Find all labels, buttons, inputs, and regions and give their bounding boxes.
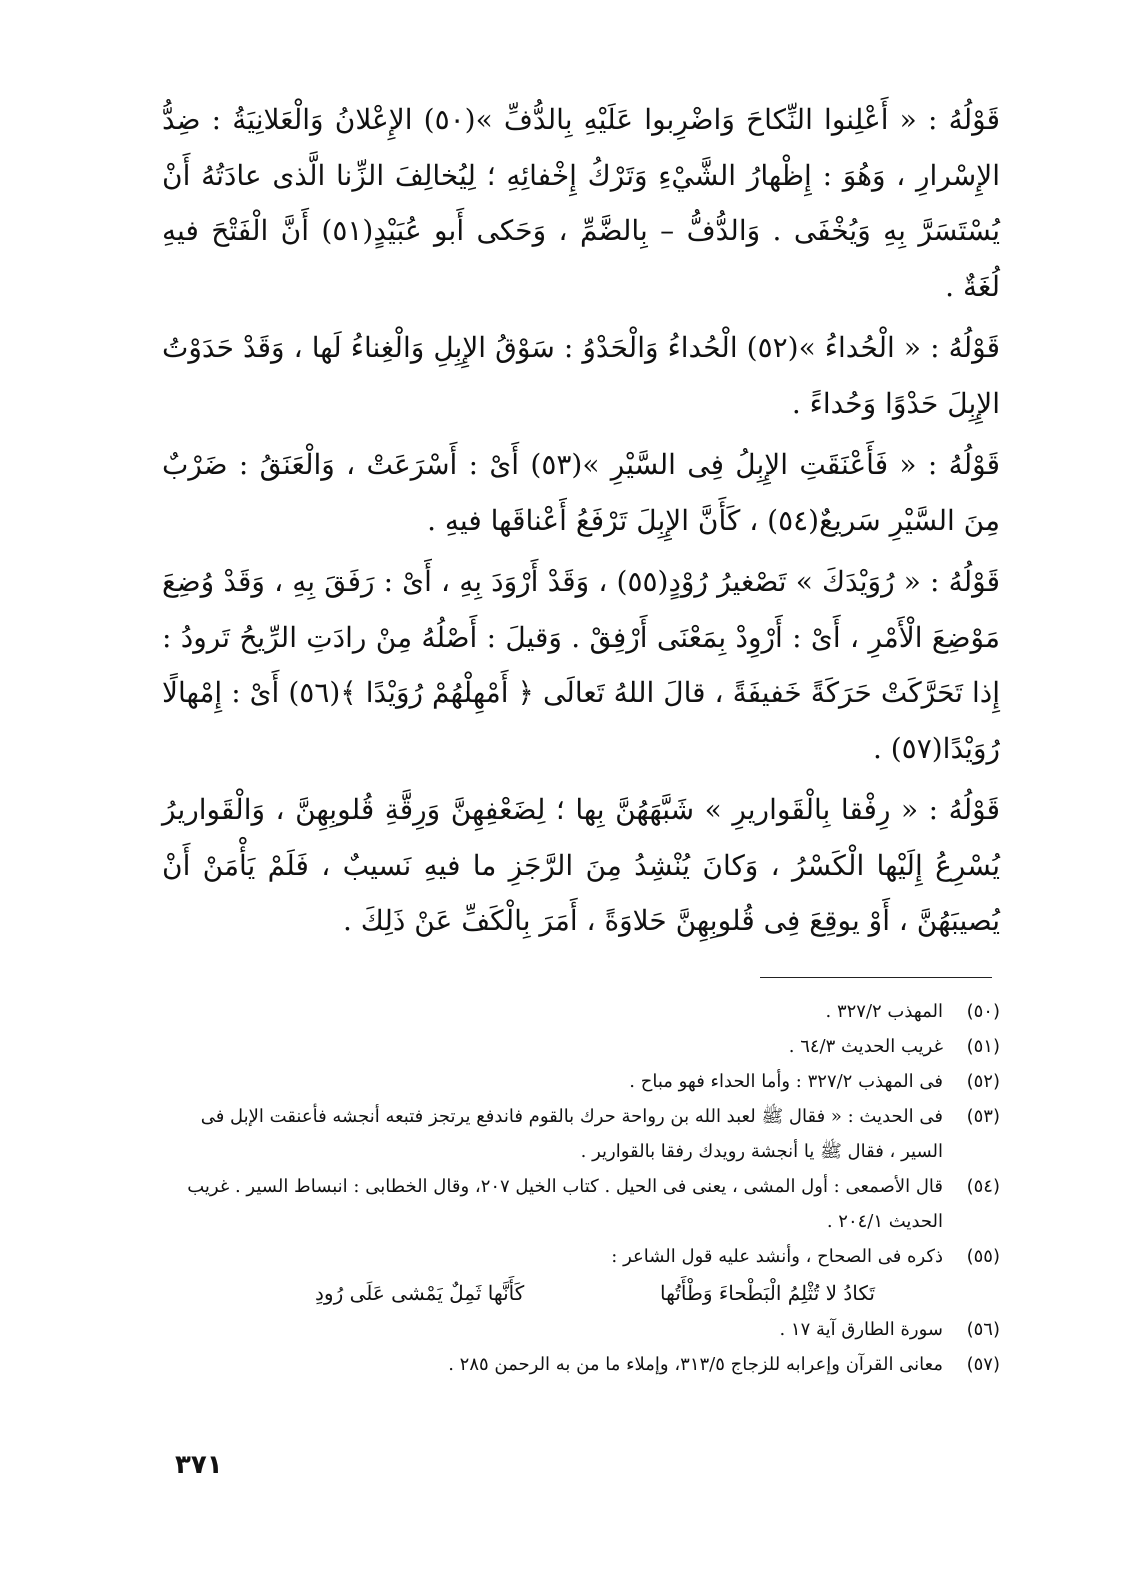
footnote-number: (٥١) bbox=[966, 1036, 1000, 1057]
entry-text: قَوْلُهُ : « فَأَعْنَقَتِ الإِبِلُ فِى السَّيْرِ »(٥٣) أَىْ : أَسْرَعَتْ ، وَالْعَنَقُ : ضَرْبٌ مِنَ السَّيْرِ سَريعٌ(٥٤) ، كَأَنَّ الإِبِلَ تَرْفَعُ أَعْناقَها فيهِ . bbox=[162, 448, 1000, 537]
entry-text: قَوْلُهُ : « رُوَيْدَكَ » تَصْغيرُ رُوْدٍ(٥٥) ، وَقَدْ أَرْوَدَ بِهِ ، أَىْ : رَفَقَ بِهِ ، وَقَدْ وُضِعَ مَوْضِعَ الْأَمْرِ ، أَىْ : أَرْوِدْ بِمَعْنَى أَرْفِقْ . وَقيلَ : أَصْلُهُ مِنْ رادَتِ الرِّيحُ تَرودُ : إِذا تَحَرَّكَتْ حَرَكَةً خَفيفَةً ، قالَ اللهُ تَعالَى ﴿ أَمْهِلْهُمْ رُوَيْدًا ﴾(٥٦) أَىْ : إِمْهالًا رُوَيْدًا(٥٧) . bbox=[162, 565, 1001, 765]
footnote-number: (٥٧) bbox=[966, 1354, 1000, 1375]
footnote-text: المهذب ٣٢٧/٢ . bbox=[825, 1001, 943, 1022]
footnote-number: (٥٢) bbox=[966, 1071, 1000, 1092]
footnote-text: ذكره فى الصحاح ، وأنشد عليه قول الشاعر : bbox=[611, 1246, 943, 1267]
footnotes bbox=[165, 994, 1000, 1382]
verse-first-hemistich: تَكادُ لا تُثْلِمُ الْبَطْحاءَ وَطْأَتُها bbox=[659, 1281, 875, 1305]
entry-3 bbox=[162, 437, 1000, 548]
footnote-number: (٥٣) bbox=[966, 1106, 1000, 1127]
footnote bbox=[165, 1064, 1000, 1099]
page-number: ٣٧١ bbox=[175, 1450, 223, 1480]
footnote bbox=[165, 1169, 1000, 1239]
footnote-text: قال الأصمعى : أول المشى ، يعنى فى الحيل . كتاب الخيل ٢٠٧، وقال الخطابى : انبساط السير . غريب الحديث ٢٠٤/١ . bbox=[187, 1176, 943, 1232]
footnote-text: فى المهذب ٣٢٧/٢ : وأما الحداء فهو مباح . bbox=[629, 1071, 943, 1092]
verse-second-hemistich: كَأَنَّها ثَمِلٌ يَمْشى عَلَى رُودِ bbox=[315, 1281, 525, 1305]
footnote bbox=[165, 1099, 1000, 1169]
poetry-verse bbox=[315, 1274, 1000, 1312]
entry-text: قَوْلُهُ : « رِفْقا بِالْقَواريرِ » شَبَّهَهُنَّ بِها ؛ لِضَعْفِهِنَّ وَرِقَّةِ قُلوبِهِنَّ ، وَالْقَواريرُ يُسْرِعُ إِلَيْها الْكَسْرُ ، وَكانَ يُنْشِدُ مِنَ الرَّجَزِ ما فيهِ نَسيبٌ ، فَلَمْ يَأْمَنْ أَنْ يُصيبَهُنَّ ، أَوْ يوقِعَ فِى قُلوبِهِنَّ حَلاوَةً ، أَمَرَ بِالْكَفِّ عَنْ ذَلِكَ . bbox=[162, 793, 1000, 937]
entry-text: قَوْلُهُ : « أَعْلِنوا النِّكاحَ وَاضْرِبوا عَلَيْهِ بِالدُّفِّ »(٥٠) الإِعْلانُ وَالْعَلانِيَةُ : ضِدُّ الإِسْرارِ ، وَهُوَ : إِظْهارُ الشَّيْءِ وَتَرْكُ إِخْفائِهِ ؛ لِيُخالِفَ الزِّنا الَّذى عادَتُهُ أَنْ يُسْتَسَرَّ بِهِ وَيُخْفَى . وَالدُّفُّ – بِالضَّمِّ ، وَحَكى أَبو عُبَيْدٍ(٥١) أَنَّ الْفَتْحَ فيهِ لُغَةٌ . bbox=[162, 103, 1000, 303]
entry-5 bbox=[162, 782, 1000, 949]
footnote bbox=[165, 994, 1000, 1029]
main-text bbox=[162, 92, 1000, 955]
footnote bbox=[165, 1347, 1000, 1382]
footnote bbox=[165, 1312, 1000, 1347]
footnote bbox=[165, 1239, 1000, 1274]
footnote-text: سورة الطارق آية ١٧ . bbox=[779, 1319, 943, 1340]
entry-1 bbox=[162, 92, 1000, 314]
footnote-number: (٥٥) bbox=[966, 1246, 1000, 1267]
footnote bbox=[165, 1029, 1000, 1064]
footnote-number: (٥٤) bbox=[966, 1176, 1000, 1197]
footnote-number: (٥٠) bbox=[966, 1001, 1000, 1022]
footnote-number: (٥٦) bbox=[966, 1319, 1000, 1340]
entry-text: قَوْلُهُ : « الْحُداءُ »(٥٢) الْحُداءُ وَالْحَدْوُ : سَوْقُ الإِبِلِ وَالْغِناءُ لَها ، وَقَدْ حَدَوْتُ الإِبِلَ حَدْوًا وَحُداءً . bbox=[162, 331, 1000, 420]
footnote-text: فى الحديث : « فقال ﷺ لعبد الله بن رواحة حرك بالقوم فاندفع يرتجز فتبعه أنجشه فأعنقت الإبل فى السير ، فقال ﷺ يا أنجشة رويدك رفقا بالقوارير . bbox=[200, 1106, 943, 1162]
footnote-text: غريب الحديث ٦٤/٣ . bbox=[788, 1036, 943, 1057]
footnote-text: معانى القرآن وإعرابه للزجاج ٣١٣/٥، وإملاء ما من به الرحمن ٢٨٥ . bbox=[448, 1354, 943, 1375]
entry-4 bbox=[162, 554, 1000, 776]
entry-2 bbox=[162, 320, 1000, 431]
footnote-divider bbox=[760, 977, 992, 978]
